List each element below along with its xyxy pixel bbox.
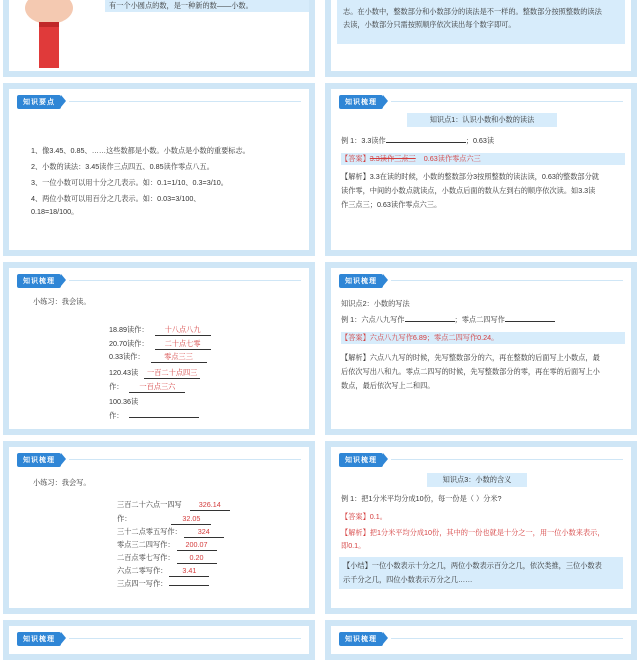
point-2: 2、小数的读法：3.45读作三点四五、0.85读作零点八五。 [31,162,214,171]
write-row [117,565,209,577]
write-row [117,539,217,551]
write-row-answer [169,585,209,586]
read-row-number: 作： [109,382,124,391]
write-row-label: 三百二十六点一四写 [117,500,182,509]
topic-2-analysis-3: 数点，最后依次写上二和四。 [341,381,435,390]
write-row-answer: 200.07 [177,540,217,551]
slide-practice-read [3,262,315,435]
section-tag: 知识梳理 [17,274,61,288]
read-row-answer: 一百二十点四三 [144,368,200,379]
write-row-label: 三点四一写作： [117,579,168,588]
read-row-number: 120.43读 [109,368,139,377]
slide-topic-3 [325,441,637,614]
topic-3-answer: 【答案】0.1。 [341,512,387,521]
read-row [109,410,199,422]
read-row [109,338,211,350]
write-row-answer: 326.14 [190,500,230,511]
topic-1-title: 知识点1：认识小数和小数的读法 [407,113,557,127]
read-row-answer: 二十点七零 [155,339,211,350]
read-row-number: 20.70读作： [109,339,149,348]
slide-topic-1 [325,83,637,256]
topic-1-example: 例 1：3.3读作 ；0.63读 [341,136,495,145]
write-row [117,552,217,564]
top-right-line1: 志。在小数中，整数部分和小数部分的读法是不一样的。整数部分按照整数的读法 [343,7,602,16]
write-row-answer: 3.41 [169,566,209,577]
topic-1-analysis-3: 作三点三；0.63读作零点六三。 [341,200,442,209]
topic-3-example: 例 1：把1分米平均分成10份，每一份是（ ）分米? [341,494,502,503]
read-row [109,396,138,408]
read-row-number: 作： [109,411,124,420]
hand-illustration [19,0,79,68]
read-row [109,351,207,363]
write-row-label: 六点二零写作： [117,566,168,575]
write-row [117,526,224,538]
section-tag: 知识梳理 [17,632,61,646]
top-left-text: 有一个小圆点的数，是一种新的数——小数。 [105,0,309,12]
section-tag: 知识梳理 [339,453,383,467]
topic-2-example: 例 1：六点八九写作 ；零点二四写作 [341,314,555,326]
slide-top-left [3,0,315,77]
topic-2-title: 知识点2：小数的写法 [341,299,410,308]
slide-practice-write [3,441,315,614]
topic-1-analysis-2: 读作零，中间的小数点就读点，小数点后面的数从左到右的顺序依次读。如3.3读 [341,186,596,195]
slide-top-right [325,0,637,77]
write-row [117,499,230,511]
topic-3-summary-1: 【小结】一位小数表示十分之几，两位小数表示百分之几，依次类推，三位小数表 [343,561,602,570]
read-row-answer: 零点三三 [151,352,207,363]
point-4: 4、两位小数可以用百分之几表示。如：0.03=3/100、 [31,194,201,203]
write-row-answer: 324 [184,527,224,538]
write-row-label: 三十二点零五写作： [117,527,182,536]
topic-2-analysis-1: 【解析】六点八九写的时候，先写整数部分的六，再在整数的后面写上小数点，最 [341,353,600,362]
write-row [117,578,209,590]
section-tag: 知识梳理 [339,274,383,288]
section-tag: 知识梳理 [339,632,383,646]
write-row-label: 作： [117,514,132,523]
write-row-label: 二百点零七写作： [117,553,175,562]
write-row-answer: 0.20 [177,553,217,564]
write-row [117,513,211,525]
write-row-answer: 32.05 [171,514,211,525]
read-row [109,324,211,336]
read-row [109,367,200,379]
read-row-number: 100.36读 [109,397,139,406]
read-row-answer [129,417,199,418]
point-1: 1、像3.45、0.85、……这些数都是小数。小数点是小数的重要标志。 [31,146,250,155]
write-row-label: 零点三二四写作： [117,540,175,549]
topic-3-analysis-2: 即0.1。 [341,541,366,550]
read-row-number: 18.89读作： [109,325,149,334]
slide-bottom-right [325,620,637,660]
topic-1-answer: 【答案】3.3读作三点三 0.63读作零点六三 [341,153,625,165]
read-row-answer: 一百点三六 [129,382,185,393]
section-tag: 知识梳理 [339,95,383,109]
point-4-cont: 0.18=18/100。 [31,207,79,216]
read-row-answer: 十八点八九 [155,325,211,336]
slide-topic-2 [325,262,637,435]
practice-write-title: 小练习：我会写。 [33,478,91,487]
topic-1-analysis-1: 【解析】3.3在读的时候，小数的整数部分3按照整数的读法读，0.63的整数部分就 [341,172,599,181]
slide-bottom-left [3,620,315,660]
topic-2-answer: 【答案】六点八九写作6.89；零点二四写作0.24。 [341,332,625,344]
top-right-line2: 去读，小数部分只需按照顺序依次读出每个数字即可。 [343,20,516,29]
point-3: 3、一位小数可以用十分之几表示。如：0.1=1/10、0.3=3/10。 [31,178,228,187]
topic-3-analysis-1: 【解析】把1分米平均分成10份，其中的一份也就是十分之一，用一位小数来表示， [341,528,605,537]
practice-read-title: 小练习：我会读。 [33,297,91,306]
read-row-number: 0.33读作： [109,352,145,361]
topic-3-title: 知识点3：小数的含义 [427,473,527,487]
topic-2-analysis-2: 后依次写出八和九。零点二四写的时候，先写整数部分的零，再在零的后面写上小 [341,367,600,376]
slide-knowledge-points [3,83,315,256]
topic-3-summary-2: 示千分之几，四位小数表示万分之几…… [343,575,473,584]
section-tag: 知识梳理 [17,453,61,467]
section-tag: 知识要点 [17,95,61,109]
read-row [109,381,185,393]
